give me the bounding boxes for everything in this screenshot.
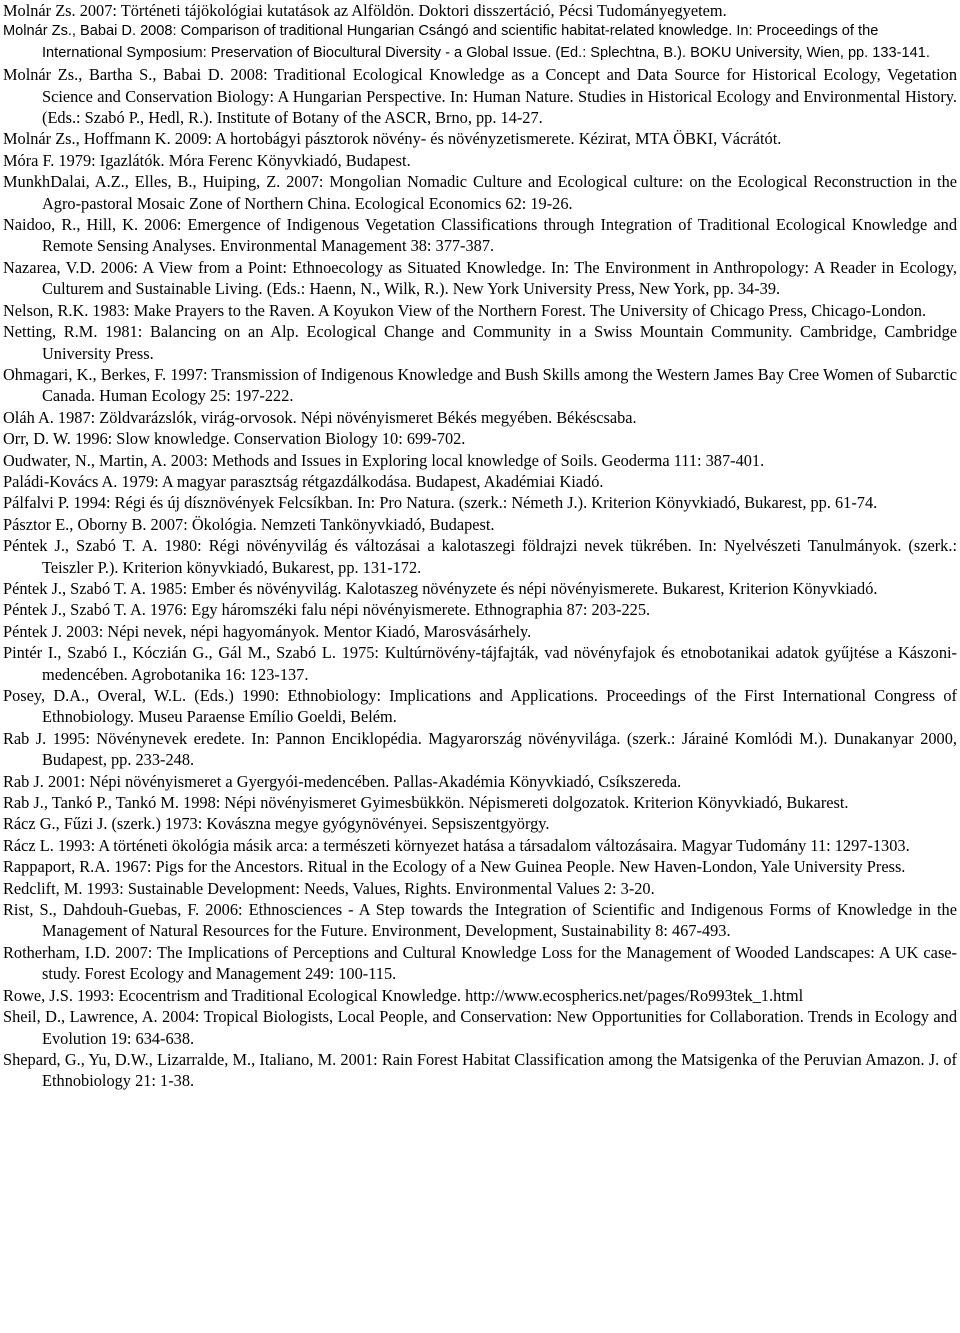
reference-item: Paládi-Kovács A. 1979: A magyar parasztság rétgazdálkodása. Budapest, Akadémiai Kiadó. [3, 471, 604, 491]
reference-item: Molnár Zs., Babai D. 2008: Comparison of traditional Hungarian Csángó and scientific habitat-related knowledge. In: Proceedings of the International Symposium: Preservation of Biocultural Diversity - a Global Issue. (Ed.: Splechtna, B.). BOKU University, Wien, pp. 133-141. [3, 23, 930, 61]
reference-item: Péntek J. 2003: Népi nevek, népi hagyományok. Mentor Kiadó, Marosvásárhely. [3, 621, 532, 641]
reference-item: Nazarea, V.D. 2006: A View from a Point: Ethnoecology as Situated Knowledge. In: The Environment in Anthropology: A Reader in Ecology, Culturem and Sustainable Living. (Eds.: Haenn, N., Wilk, R.). New York University Press, New York, pp. 34-39. [3, 257, 957, 299]
reference-item: Rácz L. 1993: A történeti ökológia másik arca: a természeti környezet hatása a társadalom változásaira. Magyar Tudomány 11: 1297-1303. [3, 835, 910, 855]
reference-item: Péntek J., Szabó T. A. 1985: Ember és növényvilág. Kalotaszeg növényzete és népi növényismerete. Bukarest, Kriterion Könyvkiadó. [3, 578, 878, 598]
reference-item: Posey, D.A., Overal, W.L. (Eds.) 1990: Ethnobiology: Implications and Applications. Proceedings of the First International Congress of Ethnobiology. Museu Paraense Emílio Goeldi, Belém. [3, 686, 957, 727]
reference-item: Pásztor E., Oborny B. 2007: Ökológia. Nemzeti Tankönyvkiadó, Budapest. [3, 514, 495, 534]
reference-item: Pintér I., Szabó I., Kóczián G., Gál M., Szabó L. 1975: Kultúrnövény-tájfajták, vad növényfajok és etnobotanikai adatok gyűjtése a Kászoni-medencében. Agrobotanika 16: 123-137. [3, 643, 957, 684]
reference-item: Sheil, D., Lawrence, A. 2004: Tropical Biologists, Local People, and Conservation: New Opportunities for Collaboration. Trends in Ecology and Evolution 19: 634-638. [3, 1007, 957, 1048]
reference-item: Molnár Zs., Bartha S., Babai D. 2008: Traditional Ecological Knowledge as a Concept and Data Source for Historical Ecology, Vegetation Science and Conservation Biology: A Hungarian Perspective. In: Human Nature. Studies in Historical Ecology and Environmental History. (Eds.: Szabó P., Hedl, R.). Institute of Botany of the ASCR, Brno, pp. 14-27. [3, 65, 957, 128]
reference-item: Redclift, M. 1993: Sustainable Development: Needs, Values, Rights. Environmental Values 2: 3-20. [3, 878, 655, 898]
reference-item: Pálfalvi P. 1994: Régi és új dísznövények Felcsíkban. In: Pro Natura. (szerk.: Németh J.). Kriterion Könyvkiadó, Bukarest, pp. 61-74. [3, 493, 878, 513]
reference-item: Shepard, G., Yu, D.W., Lizarralde, M., Italiano, M. 2001: Rain Forest Habitat Classification among the Matsigenka of the Peruvian Amazon. J. of Ethnobiology 21: 1-38. [3, 1049, 957, 1091]
reference-list [3, 0, 957, 1092]
reference-item: Molnár Zs., Hoffmann K. 2009: A hortobágyi pásztorok növény- és növényzetismerete. Kézirat, MTA ÖBKI, Vácrátót. [3, 129, 782, 149]
reference-item: Rist, S., Dahdouh-Guebas, F. 2006: Ethnosciences - A Step towards the Integration of Scientific and Indigenous Forms of Knowledge in the Management of Natural Resources for the Future. Environment, Development, Sustainability 8: 467-493. [3, 900, 957, 941]
reference-item: Nelson, R.K. 1983: Make Prayers to the Raven. A Koyukon View of the Northern Forest. The University of Chicago Press, Chicago-London. [3, 300, 927, 320]
reference-item: Rab J., Tankó P., Tankó M. 1998: Népi növényismeret Gyimesbükkön. Népismereti dolgozatok. Kriterion Könyvkiadó, Bukarest. [3, 793, 849, 813]
reference-item: Rotherham, I.D. 2007: The Implications of Perceptions and Cultural Knowledge Loss for the Management of Wooded Landscapes: A UK case-study. Forest Ecology and Management 249: 100-115. [3, 942, 957, 984]
reference-item: Péntek J., Szabó T. A. 1980: Régi növényvilág és változásai a kalotaszegi földrajzi nevek tükrében. In: Nyelvészeti Tanulmányok. (szerk.: Teiszler P.). Kriterion könyvkiadó, Bukarest, pp. 131-172. [3, 536, 957, 577]
reference-item: Netting, R.M. 1981: Balancing on an Alp. Ecological Change and Community in a Swiss Mountain Community. Cambridge, Cambridge University Press. [3, 322, 957, 363]
reference-item: Molnár Zs. 2007: Történeti tájökológiai kutatások az Alföldön. Doktori disszertáció, Pécsi Tudományegyetem. [3, 1, 727, 20]
reference-item: Orr, D. W. 1996: Slow knowledge. Conservation Biology 10: 699-702. [3, 429, 466, 449]
reference-item: Péntek J., Szabó T. A. 1976: Egy háromszéki falu népi növényismerete. Ethnographia 87: 203-225. [3, 600, 651, 620]
reference-item: Naidoo, R., Hill, K. 2006: Emergence of Indigenous Vegetation Classifications through Integration of Traditional Ecological Knowledge and Remote Sensing Analyses. Environmental Management 38: 377-387. [3, 215, 957, 256]
reference-item: Oláh A. 1987: Zöldvarázslók, virág-orvosok. Népi növényismeret Békés megyében. Békéscsaba. [3, 407, 637, 427]
reference-item: Rab J. 1995: Növénynevek eredete. In: Pannon Enciklopédia. Magyarország növényvilága. (szerk.: Járainé Komlódi M.). Dunakanyar 2000, Budapest, pp. 233-248. [3, 728, 957, 770]
reference-item: Rab J. 2001: Népi növényismeret a Gyergyói-medencében. Pallas-Akadémia Könyvkiadó, Csíkszereda. [3, 771, 682, 791]
reference-item: Móra F. 1979: Igazlátók. Móra Ferenc Könyvkiadó, Budapest. [3, 150, 411, 170]
reference-item: MunkhDalai, A.Z., Elles, B., Huiping, Z. 2007: Mongolian Nomadic Culture and Ecological culture: on the Ecological Reconstruction in the Agro-pastoral Mosaic Zone of Northern China. Ecological Economics 62: 19-26. [3, 172, 957, 213]
reference-item: Rácz G., Fűzi J. (szerk.) 1973: Kovászna megye gyógynövényei. Sepsiszentgyörgy. [3, 814, 550, 834]
reference-item: Oudwater, N., Martin, A. 2003: Methods and Issues in Exploring local knowledge of Soils. Geoderma 111: 387-401. [3, 450, 765, 470]
reference-item: Rowe, J.S. 1993: Ecocentrism and Traditional Ecological Knowledge. http://www.ecospherics.net/pages/Ro993tek_1.html [3, 985, 804, 1005]
reference-item: Rappaport, R.A. 1967: Pigs for the Ancestors. Ritual in the Ecology of a New Guinea People. New Haven-London, Yale University Press. [3, 857, 906, 877]
reference-item: Ohmagari, K., Berkes, F. 1997: Transmission of Indigenous Knowledge and Bush Skills among the Western James Bay Cree Women of Subarctic Canada. Human Ecology 25: 197-222. [3, 364, 957, 406]
